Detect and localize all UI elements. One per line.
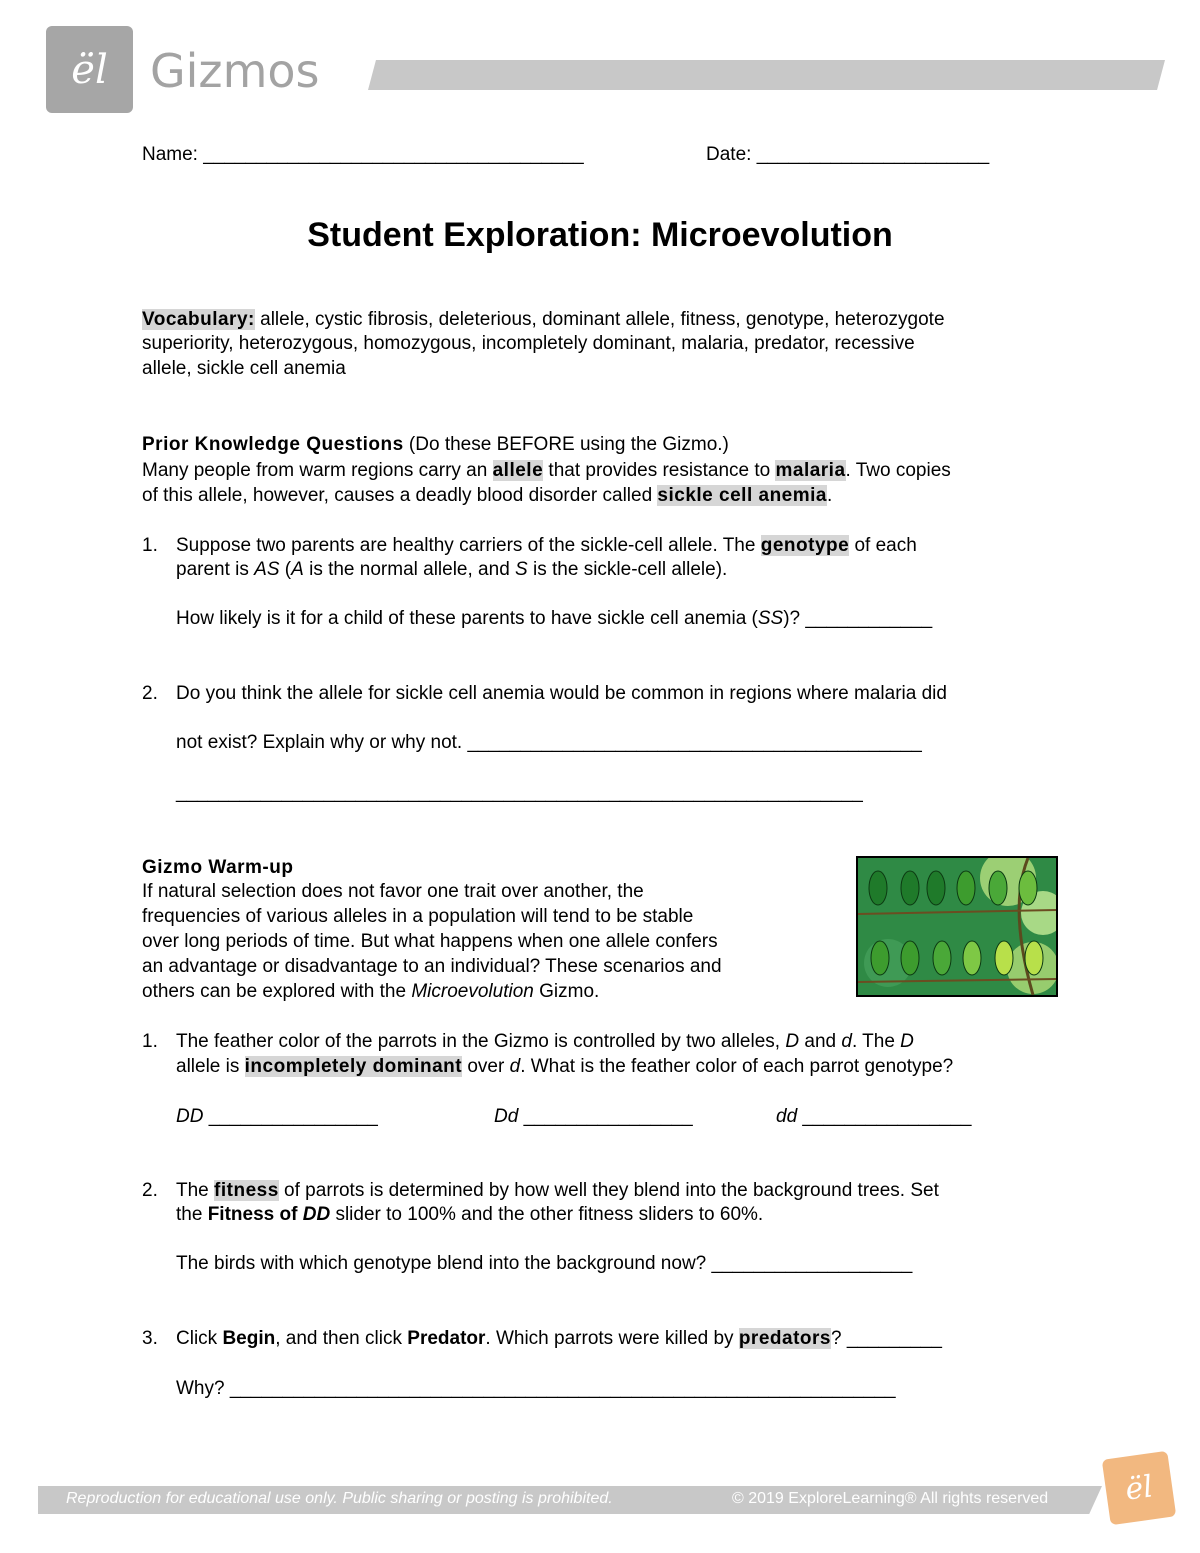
vocabulary-label: Vocabulary:: [142, 309, 255, 330]
dd-recessive-answer-field[interactable]: dd ________________: [776, 1106, 972, 1127]
prior-q2-number: 2.: [142, 683, 158, 704]
vocabulary-line-1: Vocabulary: allele, cystic fibrosis, deleterious, dominant allele, fitness, genotype, heterozygote: [142, 309, 945, 330]
warmup-paragraph-line-2: frequencies of various alleles in a population will tend to be stable: [142, 906, 694, 927]
prior-q2-answer-line-2[interactable]: _________________________________________________________________: [176, 782, 863, 803]
footer-copyright: © 2019 ExploreLearning® All rights reserved: [732, 1490, 1049, 1507]
date-field[interactable]: ______________________: [756, 144, 990, 165]
name-label: Name:: [142, 144, 198, 165]
parrots-image: [856, 856, 1058, 997]
prior-q1-line-1: Suppose two parents are healthy carriers of the sickle-cell allele. The genotype of each: [176, 535, 917, 556]
explorelearning-logo-icon: ël: [1102, 1451, 1177, 1526]
warmup-paragraph-line-4: an advantage or disadvantage to an individual? These scenarios and: [142, 956, 722, 977]
warmup-q3-answer-line[interactable]: Why? _______________________________________________________________: [176, 1378, 896, 1399]
prior-intro-2: of this allele, however, causes a deadly blood disorder called sickle cell anemia.: [142, 485, 833, 506]
prior-q2-line-1: Do you think the allele for sickle cell anemia would be common in regions where malaria did: [176, 683, 947, 704]
warmup-q2-line-1: The fitness of parrots is determined by how well they blend into the background trees. Set: [176, 1180, 939, 1201]
warmup-q3-line-1: Click Begin, and then click Predator. Which parrots were killed by predators? _________: [176, 1328, 942, 1349]
prior-q2-answer-line-1[interactable]: not exist? Explain why or why not. ___________________________________________: [176, 732, 922, 753]
date-label: Date:: [706, 144, 752, 165]
warmup-paragraph-line-5: others can be explored with the Microevolution Gizmo.: [142, 981, 600, 1002]
name-line: [142, 143, 584, 167]
dd-hetero-answer-field[interactable]: Dd ________________: [494, 1106, 693, 1127]
prior-q1-answer-line[interactable]: How likely is it for a child of these parents to have sickle cell anemia (SS)? ____________: [176, 608, 933, 629]
parrots-illustration: [858, 858, 1056, 995]
header-bar: [368, 60, 1165, 90]
vocabulary-line-2: superiority, heterozygous, homozygous, incompletely dominant, malaria, predator, recessive: [142, 333, 915, 354]
warmup-q3-number: 3.: [142, 1328, 158, 1349]
warmup-q2-number: 2.: [142, 1180, 158, 1201]
warmup-heading: Gizmo Warm-up: [142, 857, 294, 878]
warmup-q2-line-2: the Fitness of DD slider to 100% and the other fitness sliders to 60%.: [176, 1204, 764, 1225]
gizmos-logo-icon: ël: [46, 26, 133, 113]
warmup-q1-line-2: allele is incompletely dominant over d. What is the feather color of each parrot genotype?: [176, 1056, 954, 1077]
prior-q1-line-2: parent is AS (A is the normal allele, and S is the sickle-cell allele).: [176, 559, 728, 580]
footer-disclaimer: Reproduction for educational use only. Public sharing or posting is prohibited.: [66, 1490, 613, 1507]
page-title: Student Exploration: Microevolution: [307, 216, 893, 254]
prior-intro-1: Many people from warm regions carry an allele that provides resistance to malaria. Two copies: [142, 460, 951, 481]
warmup-paragraph-line-1: If natural selection does not favor one trait over another, the: [142, 881, 644, 902]
brand-name: Gizmos: [150, 44, 320, 98]
warmup-q2-answer-line[interactable]: The birds with which genotype blend into the background now? ___________________: [176, 1253, 913, 1274]
warmup-q1-line-1: The feather color of the parrots in the Gizmo is controlled by two alleles, D and d. The D: [176, 1031, 914, 1052]
dd-answer-field[interactable]: DD ________________: [176, 1106, 378, 1127]
prior-q1-number: 1.: [142, 535, 158, 556]
warmup-q1-number: 1.: [142, 1031, 158, 1052]
name-field[interactable]: ____________________________________: [203, 144, 584, 165]
warmup-paragraph-line-3: over long periods of time. But what happens when one allele confers: [142, 931, 718, 952]
vocabulary-line-3: allele, sickle cell anemia: [142, 358, 346, 379]
date-line: [706, 143, 989, 167]
prior-heading: Prior Knowledge Questions (Do these BEFORE using the Gizmo.): [142, 434, 729, 455]
